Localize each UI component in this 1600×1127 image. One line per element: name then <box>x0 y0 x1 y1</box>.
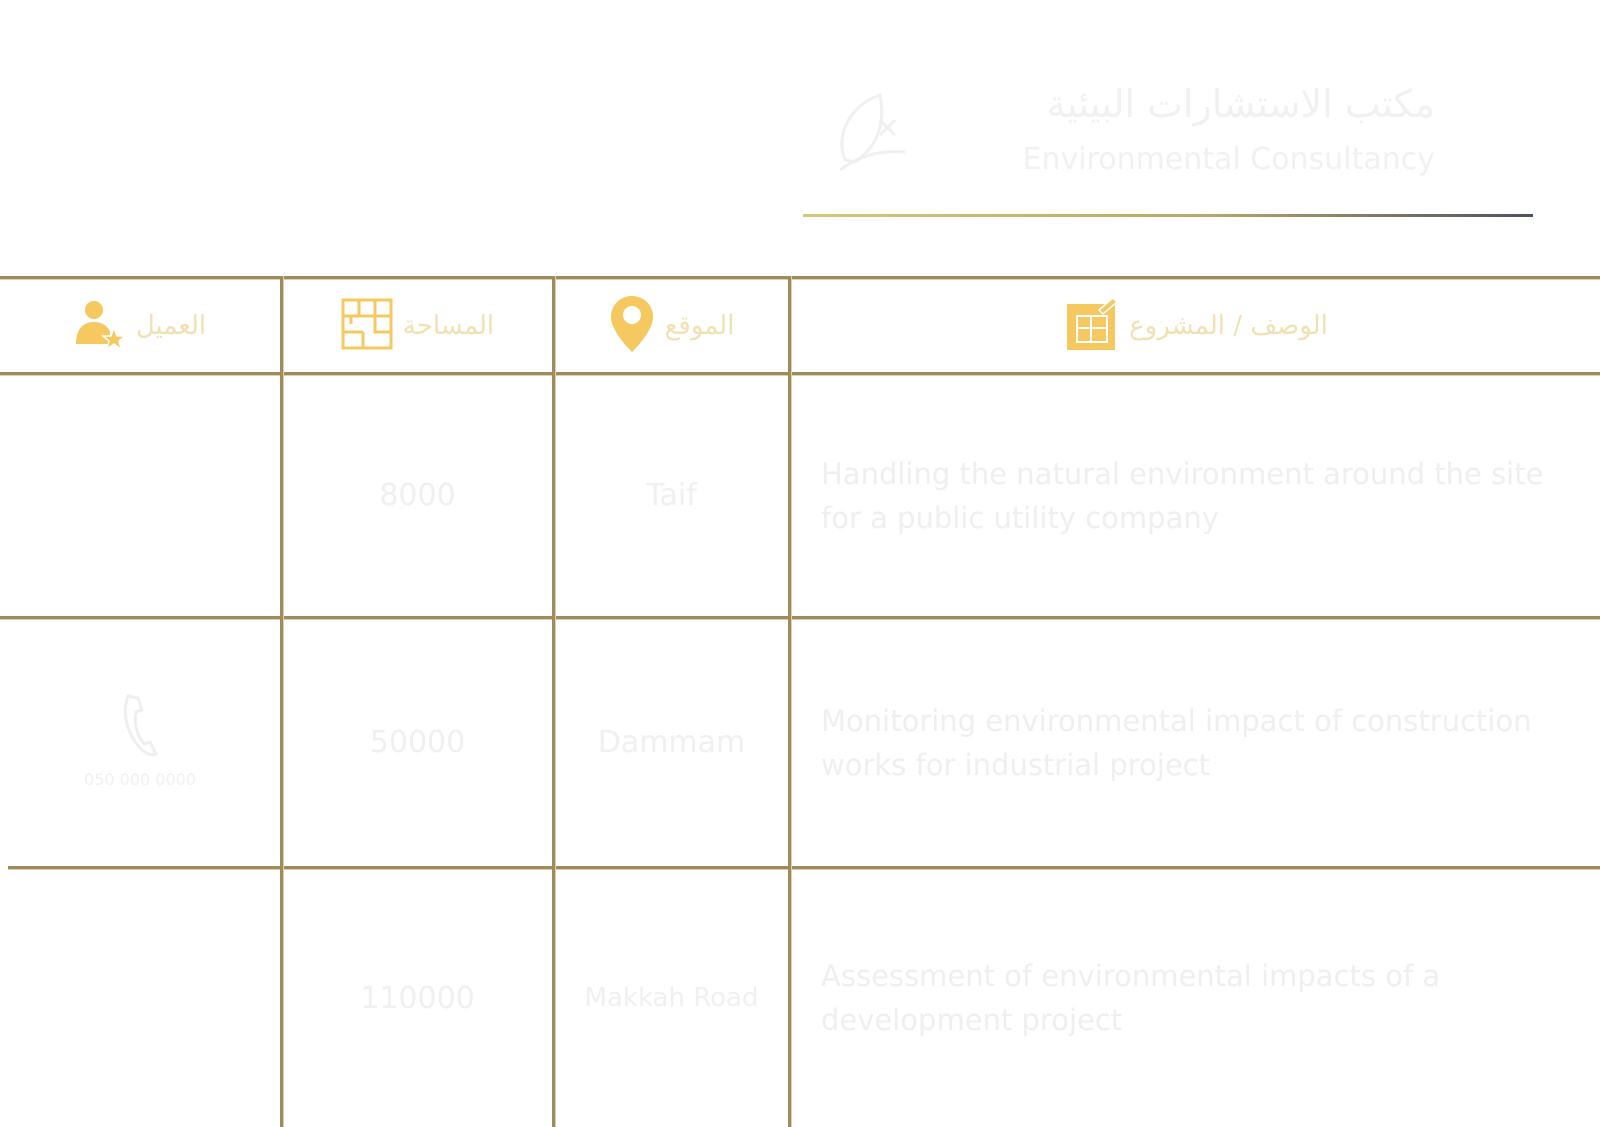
table-cell-area: 8000 <box>379 478 456 513</box>
header-divider <box>803 214 1533 217</box>
column-header-client <box>0 279 280 372</box>
blueprint-icon <box>1063 296 1119 356</box>
column-header-label: العميل <box>135 310 207 341</box>
leaf-logo-icon <box>825 80 915 180</box>
table-cell-description: Assessment of environmental impacts of a development project <box>821 959 1441 1037</box>
location-pin-icon <box>609 294 655 358</box>
column-header-label: المساحة <box>402 310 495 341</box>
floor-plan-icon <box>341 298 393 354</box>
table-cell-client <box>0 619 280 866</box>
table-cell-area: 50000 <box>369 725 466 760</box>
page-header <box>800 60 1540 240</box>
client-star-icon <box>74 298 126 354</box>
table-cell-description: Monitoring environmental impact of construction works for industrial project <box>821 703 1532 782</box>
table-cell-area: 110000 <box>360 980 475 1016</box>
table-cell-location: Taif <box>646 478 697 513</box>
column-header-area <box>283 279 552 372</box>
table-cell-client <box>0 869 280 1127</box>
table-cell-description: Handling the natural environment around the site for a public utility company <box>821 456 1544 535</box>
column-header-description <box>791 279 1600 372</box>
client-phone: 050 000 0000 <box>84 770 196 789</box>
title-english: Environmental Consultancy <box>1022 142 1435 177</box>
title-arabic: مكتب الاستشارات البيئية <box>1046 82 1435 126</box>
table-cell-client <box>0 375 280 616</box>
table-cell-location: Makkah Road <box>584 983 759 1013</box>
column-header-location <box>555 279 788 372</box>
table-cell-location: Dammam <box>597 725 746 760</box>
projects-table <box>0 276 1600 1127</box>
column-header-label: الموقع <box>664 310 735 341</box>
phone-icon <box>120 692 160 766</box>
column-header-label: الوصف / المشروع <box>1129 310 1328 341</box>
